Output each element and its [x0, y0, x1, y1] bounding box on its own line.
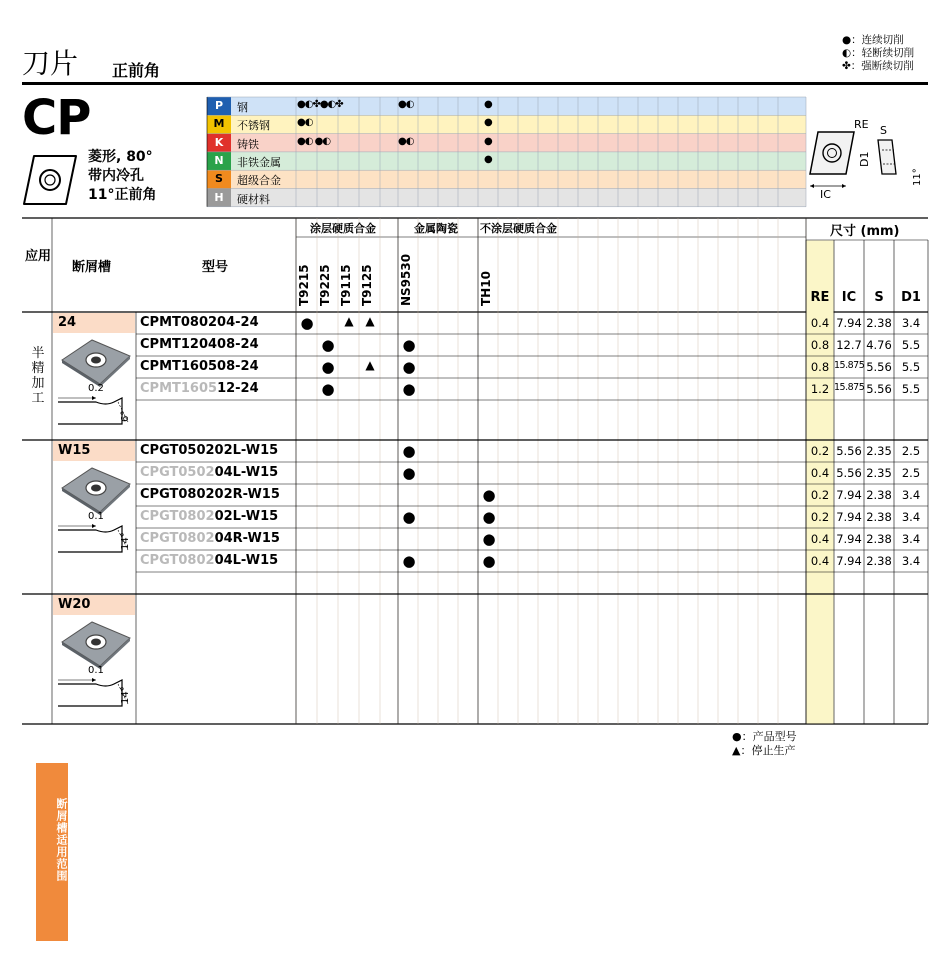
size-value: 5.56 — [866, 360, 892, 374]
availability-mark: ▲ — [365, 314, 375, 328]
size-value: 5.5 — [901, 360, 921, 374]
model-suffix: 04L-W15 — [214, 553, 279, 568]
chipbreaker-land-width: 0.1 — [88, 665, 104, 676]
size-value: 15.875 — [834, 382, 865, 393]
insert-desc-shape: 菱形, 80° — [88, 149, 153, 165]
size-value: 2.5 — [901, 444, 921, 458]
insert-desc-rake: 11°正前角 — [88, 187, 157, 203]
dim-label-re: RE — [854, 118, 869, 131]
chipbreaker-W15: W15 — [58, 443, 91, 458]
header-cermet-group: 金属陶瓷 — [414, 222, 458, 235]
material-name: 硬材料 — [237, 192, 270, 206]
availability-mark: ● — [402, 442, 416, 460]
availability-mark: ● — [402, 358, 416, 376]
material-code-P: P — [214, 99, 224, 112]
material-mark-th10: ● — [484, 153, 493, 165]
size-value: 2.5 — [901, 466, 921, 480]
size-value: 3.4 — [901, 510, 921, 524]
availability-mark: ● — [321, 358, 335, 376]
grade-T9125: T9125 — [360, 264, 374, 306]
model-suffix: 12-24 — [217, 381, 259, 396]
size-value: 15.875 — [834, 360, 865, 371]
size-value: 0.4 — [810, 316, 830, 330]
dim-label-s: S — [880, 124, 887, 137]
availability-mark: ● — [482, 530, 496, 548]
legend-light-interrupted: ◐：轻断续切削 — [842, 47, 915, 59]
availability-mark: ● — [482, 508, 496, 526]
availability-mark: ● — [321, 336, 335, 354]
material-name: 非铁金属 — [237, 155, 281, 169]
grade-NS9530: NS9530 — [399, 253, 413, 306]
dim-label-angle: 11° — [912, 168, 923, 186]
size-value: 2.35 — [866, 466, 892, 480]
material-mark-th10: ● — [484, 99, 493, 110]
availability-mark: ● — [482, 552, 496, 570]
grade-TH10: TH10 — [479, 271, 493, 306]
insert-code: CP — [22, 90, 91, 146]
page-subtitle: 正前角 — [112, 61, 161, 80]
chipbreaker-W20: W20 — [58, 597, 91, 612]
model-suffix: 04L-W15 — [214, 465, 279, 480]
material-marks-cermet: ●◐ — [398, 99, 414, 110]
chipbreaker-land-width: 0.2 — [88, 383, 104, 394]
material-code-N: N — [214, 153, 224, 167]
header-chipbreaker: 断屑槽 — [72, 260, 112, 275]
availability-mark: ▲ — [365, 358, 375, 372]
header-model: 型号 — [202, 260, 229, 275]
model-suffix: CPMT120408-24 — [140, 337, 259, 352]
size-header-IC: IC — [841, 290, 857, 305]
size-value: 0.2 — [810, 510, 830, 524]
availability-mark: ● — [402, 464, 416, 482]
material-mark-th10: ● — [484, 135, 493, 147]
size-value: 0.8 — [810, 338, 830, 352]
model-prefix: CPGT0502 — [140, 465, 215, 480]
page-title: 刀片 — [22, 47, 79, 80]
header-application: 应用 — [24, 249, 51, 264]
size-value: 2.38 — [866, 488, 892, 502]
size-value: 0.8 — [810, 360, 830, 374]
material-marks-cermet: ●◐ — [398, 135, 414, 147]
legend-continuous: ●：连续切削 — [842, 34, 904, 46]
size-header-D1: D1 — [901, 290, 921, 305]
size-value: 2.38 — [866, 532, 892, 546]
size-header-S: S — [874, 290, 884, 305]
size-value: 4.76 — [866, 338, 892, 352]
chipbreaker-24: 24 — [58, 315, 77, 330]
size-value: 5.56 — [866, 382, 892, 396]
grade-T9225: T9225 — [318, 264, 332, 306]
size-value: 0.4 — [810, 532, 830, 546]
application-label: 半精加工 — [31, 346, 45, 406]
model-suffix: CPMT080204-24 — [140, 315, 259, 330]
size-value: 0.4 — [810, 466, 830, 480]
availability-mark: ● — [402, 336, 416, 354]
footnote-product: ●：产品型号 — [732, 730, 797, 743]
material-code-M: M — [213, 117, 225, 131]
chart-title: 断屑槽适用范围 — [55, 798, 68, 882]
model-suffix: CPGT050202L-W15 — [140, 443, 279, 458]
size-value: 3.4 — [901, 532, 921, 546]
header-size-group: 尺寸 (mm) — [830, 224, 900, 239]
legend-heavy-interrupted: ✤：强断续切削 — [842, 60, 914, 72]
size-value: 1.2 — [810, 382, 830, 396]
size-value: 7.94 — [836, 532, 862, 546]
size-value: 3.4 — [901, 488, 921, 502]
material-name: 铸铁 — [237, 137, 259, 151]
material-marks-coated: ●◐✤●◐✤ — [297, 99, 343, 110]
size-value: 5.5 — [901, 338, 921, 352]
size-value: 0.2 — [810, 488, 830, 502]
size-value: 12.7 — [836, 338, 862, 352]
dim-label-ic: IC — [820, 188, 831, 201]
grade-T9215: T9215 — [297, 264, 311, 306]
size-value: 2.38 — [866, 554, 892, 568]
header-coated-group: 涂层硬质合金 — [310, 222, 376, 235]
size-value: 0.4 — [810, 554, 830, 568]
material-marks-coated: ●◐ — [297, 117, 313, 129]
availability-mark: ● — [321, 380, 335, 398]
availability-mark: ● — [300, 314, 314, 332]
dim-label-d1: D1 — [858, 151, 871, 167]
size-value: 0.2 — [810, 444, 830, 458]
availability-mark: ● — [482, 486, 496, 504]
size-value: 5.56 — [836, 466, 862, 480]
insert-desc-coolant: 带内冷孔 — [88, 168, 144, 184]
size-value: 2.38 — [866, 316, 892, 330]
model-prefix: CPGT0802 — [140, 509, 215, 524]
material-mark-th10: ● — [484, 117, 493, 129]
chipbreaker-land-width: 0.1 — [88, 511, 104, 522]
chipbreaker-angle: 14° — [120, 686, 131, 704]
chipbreaker-angle: 14° — [120, 532, 131, 550]
size-value: 5.56 — [836, 444, 862, 458]
model-prefix: CPMT1605 — [140, 381, 218, 396]
size-value: 7.94 — [836, 316, 862, 330]
size-value: 5.5 — [901, 382, 921, 396]
material-code-H: H — [214, 190, 224, 204]
material-name: 不锈钢 — [237, 119, 270, 133]
size-value: 7.94 — [836, 510, 862, 524]
availability-mark: ● — [402, 552, 416, 570]
model-suffix: CPMT160508-24 — [140, 359, 259, 374]
size-value: 2.35 — [866, 444, 892, 458]
size-header-RE: RE — [810, 290, 830, 305]
material-marks-coated: ●◐ ●◐ — [297, 135, 331, 147]
material-name: 超级合金 — [237, 174, 281, 188]
chipbreaker-angle: 6° — [120, 410, 131, 422]
size-value: 3.4 — [901, 554, 921, 568]
model-suffix: 02L-W15 — [214, 509, 279, 524]
model-suffix: 04R-W15 — [214, 531, 280, 546]
grade-T9115: T9115 — [339, 264, 353, 306]
model-prefix: CPGT0802 — [140, 553, 215, 568]
availability-mark: ● — [402, 508, 416, 526]
availability-mark: ▲ — [344, 314, 354, 328]
footnote-discontinued: ▲：停止生产 — [732, 744, 796, 757]
size-value: 3.4 — [901, 316, 921, 330]
material-code-K: K — [214, 135, 224, 149]
size-value: 7.94 — [836, 554, 862, 568]
header-uncoated-group: 不涂层硬质合金 — [480, 222, 557, 235]
size-value: 2.38 — [866, 510, 892, 524]
material-name: 钢 — [237, 101, 248, 114]
availability-mark: ● — [402, 380, 416, 398]
material-code-S: S — [215, 172, 223, 186]
size-value: 7.94 — [836, 488, 862, 502]
model-suffix: CPGT080202R-W15 — [140, 487, 280, 502]
model-prefix: CPGT0802 — [140, 531, 215, 546]
